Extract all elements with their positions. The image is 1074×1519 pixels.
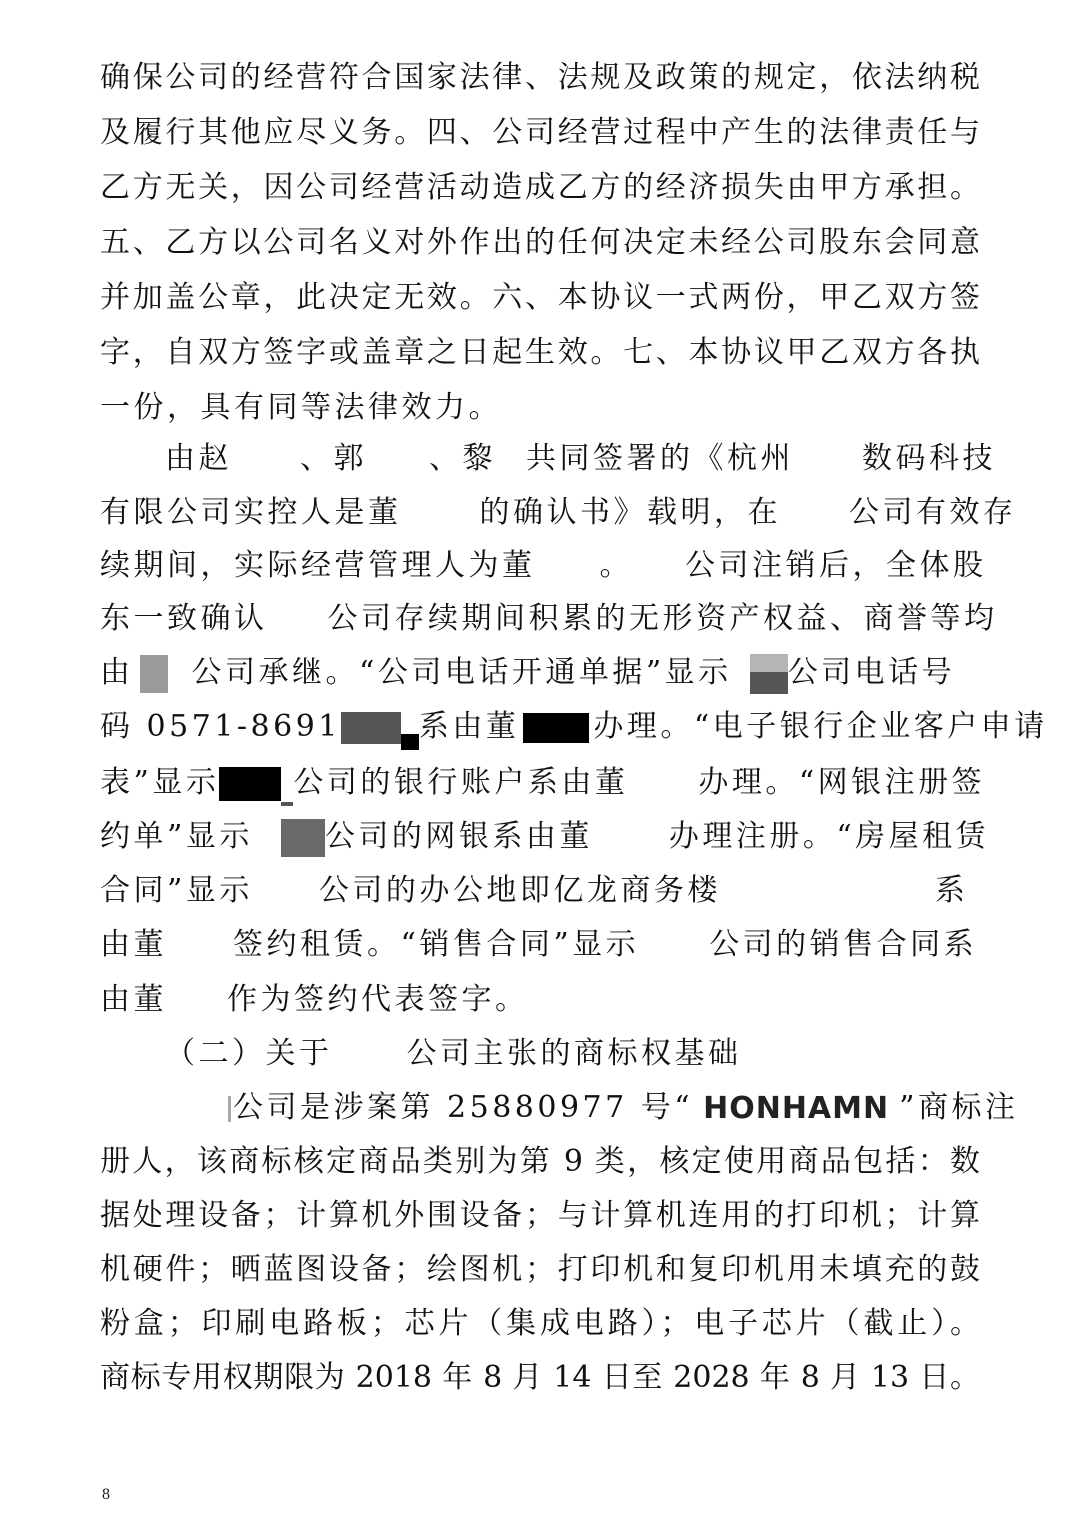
text-fragment: 由	[100, 655, 134, 690]
text-line: 商标专用权期限为 2018 年 8 月 14 日至 2028 年 8 月 13 日。	[100, 1360, 980, 1395]
text-fragment: 公司存续期间积累的无形资产权益、商誉等均	[327, 601, 998, 636]
text-fragment: 。	[599, 548, 633, 583]
text-fragment: 系	[934, 873, 969, 908]
text-fragment: 数码科技	[862, 441, 996, 476]
text-fragment: 共同签署的《杭州	[526, 441, 794, 476]
redaction-block	[750, 654, 788, 694]
redaction-block	[341, 712, 401, 744]
text-fragment: 表”显示	[100, 765, 220, 800]
text-fragment: 有限公司实控人是董	[100, 495, 402, 530]
text-line	[165, 436, 996, 482]
text-fragment: 码 0571-8691	[100, 709, 341, 744]
text-fragment: 公司的银行账户系由董	[293, 765, 629, 800]
text-line: 并加盖公章，此决定无效。六、本协议一式两份，甲乙双方签	[100, 280, 980, 315]
text-fragment: 、郭	[300, 441, 367, 476]
text-line: 五、乙方以公司名义对外作出的任何决定未经公司股东会同意	[100, 225, 980, 260]
redaction-block	[401, 734, 419, 750]
text-fragment: 公司注销后，全体股	[685, 548, 987, 583]
redaction-block	[523, 713, 589, 743]
text-fragment: 公司有效存	[849, 495, 1017, 530]
text-line	[100, 760, 986, 806]
redaction-block	[219, 767, 281, 801]
text-fragment: 办理。“网银注册签	[698, 765, 986, 800]
text-line: 及履行其他应尽义务。四、公司经营过程中产生的法律责任与	[100, 115, 980, 150]
text-fragment: 公司是涉案第 25880977 号“	[233, 1090, 694, 1125]
text-fragment: 办理注册。“房屋租赁	[668, 819, 990, 854]
text-fragment: 合同”显示	[100, 873, 253, 908]
text-line	[100, 490, 1017, 536]
text-fragment: 公司承继。“公司电话开通单据”显示	[191, 655, 732, 690]
text-fragment: 由董	[100, 927, 167, 962]
text-fragment: 作为签约代表签字。	[227, 982, 529, 1017]
text-line: 粉盒；印刷电路板；芯片（集成电路）；电子芯片（截止）。	[100, 1306, 980, 1341]
text-line: 机硬件；晒蓝图设备；绘图机；打印机和复印机用未填充的鼓	[100, 1252, 980, 1287]
text-fragment: 公司的办公地即亿龙商务楼	[318, 873, 721, 908]
text-fragment: 公司的网银系由董	[324, 819, 593, 854]
text-fragment: 公司电话号	[787, 655, 956, 690]
text-line	[100, 922, 980, 968]
text-line: 字，自双方签字或盖章之日起生效。七、本协议甲乙双方各执	[100, 335, 980, 370]
text-fragment: 、黎	[429, 441, 496, 476]
text-fragment: 由董	[100, 982, 167, 1017]
text-fragment: 续期间，实际经营管理人为董	[100, 548, 536, 583]
text-fragment: 签约租赁。“销售合同”显示	[233, 927, 640, 962]
redaction-block	[281, 819, 325, 857]
text-fragment: 公司主张的商标权基础	[406, 1036, 742, 1071]
text-line	[100, 650, 980, 696]
text-line: 册人，该商标核定商品类别为第 9 类，核定使用商品包括：数	[100, 1144, 980, 1179]
text-line: 乙方无关，因公司经营活动造成乙方的经济损失由甲方承担。	[100, 170, 980, 205]
text-line: 一份，具有同等法律效力。	[100, 390, 502, 425]
trademark-logo: HONHAMN	[703, 1091, 890, 1126]
text-fragment: 系由董	[418, 709, 520, 744]
text-line: 据处理设备；计算机外围设备；与计算机连用的打印机；计算	[100, 1198, 980, 1233]
text-line	[100, 977, 980, 1023]
section-heading	[165, 1031, 980, 1077]
text-fragment: 约单”显示	[100, 819, 253, 854]
text-line	[100, 814, 990, 860]
text-line	[100, 704, 1048, 750]
redaction-block	[281, 802, 293, 806]
text-fragment: 由赵	[165, 441, 232, 476]
text-fragment: （二）关于	[165, 1036, 333, 1071]
text-fragment: 的确认书》载明，在	[479, 495, 781, 530]
text-line	[100, 868, 980, 914]
text-line	[228, 1085, 1019, 1131]
redaction-block	[228, 1096, 231, 1122]
text-line	[100, 543, 987, 589]
text-line	[100, 596, 998, 642]
text-line: 确保公司的经营符合国家法律、法规及政策的规定，依法纳税	[100, 60, 980, 95]
text-fragment: 东一致确认	[100, 601, 268, 636]
text-fragment: ”商标注	[899, 1090, 1019, 1125]
text-fragment: 办理。“电子银行企业客户申请	[593, 709, 1048, 744]
page-number: 8	[102, 1486, 110, 1503]
text-fragment: 公司的销售合同系	[709, 927, 978, 962]
redaction-block	[140, 655, 168, 693]
